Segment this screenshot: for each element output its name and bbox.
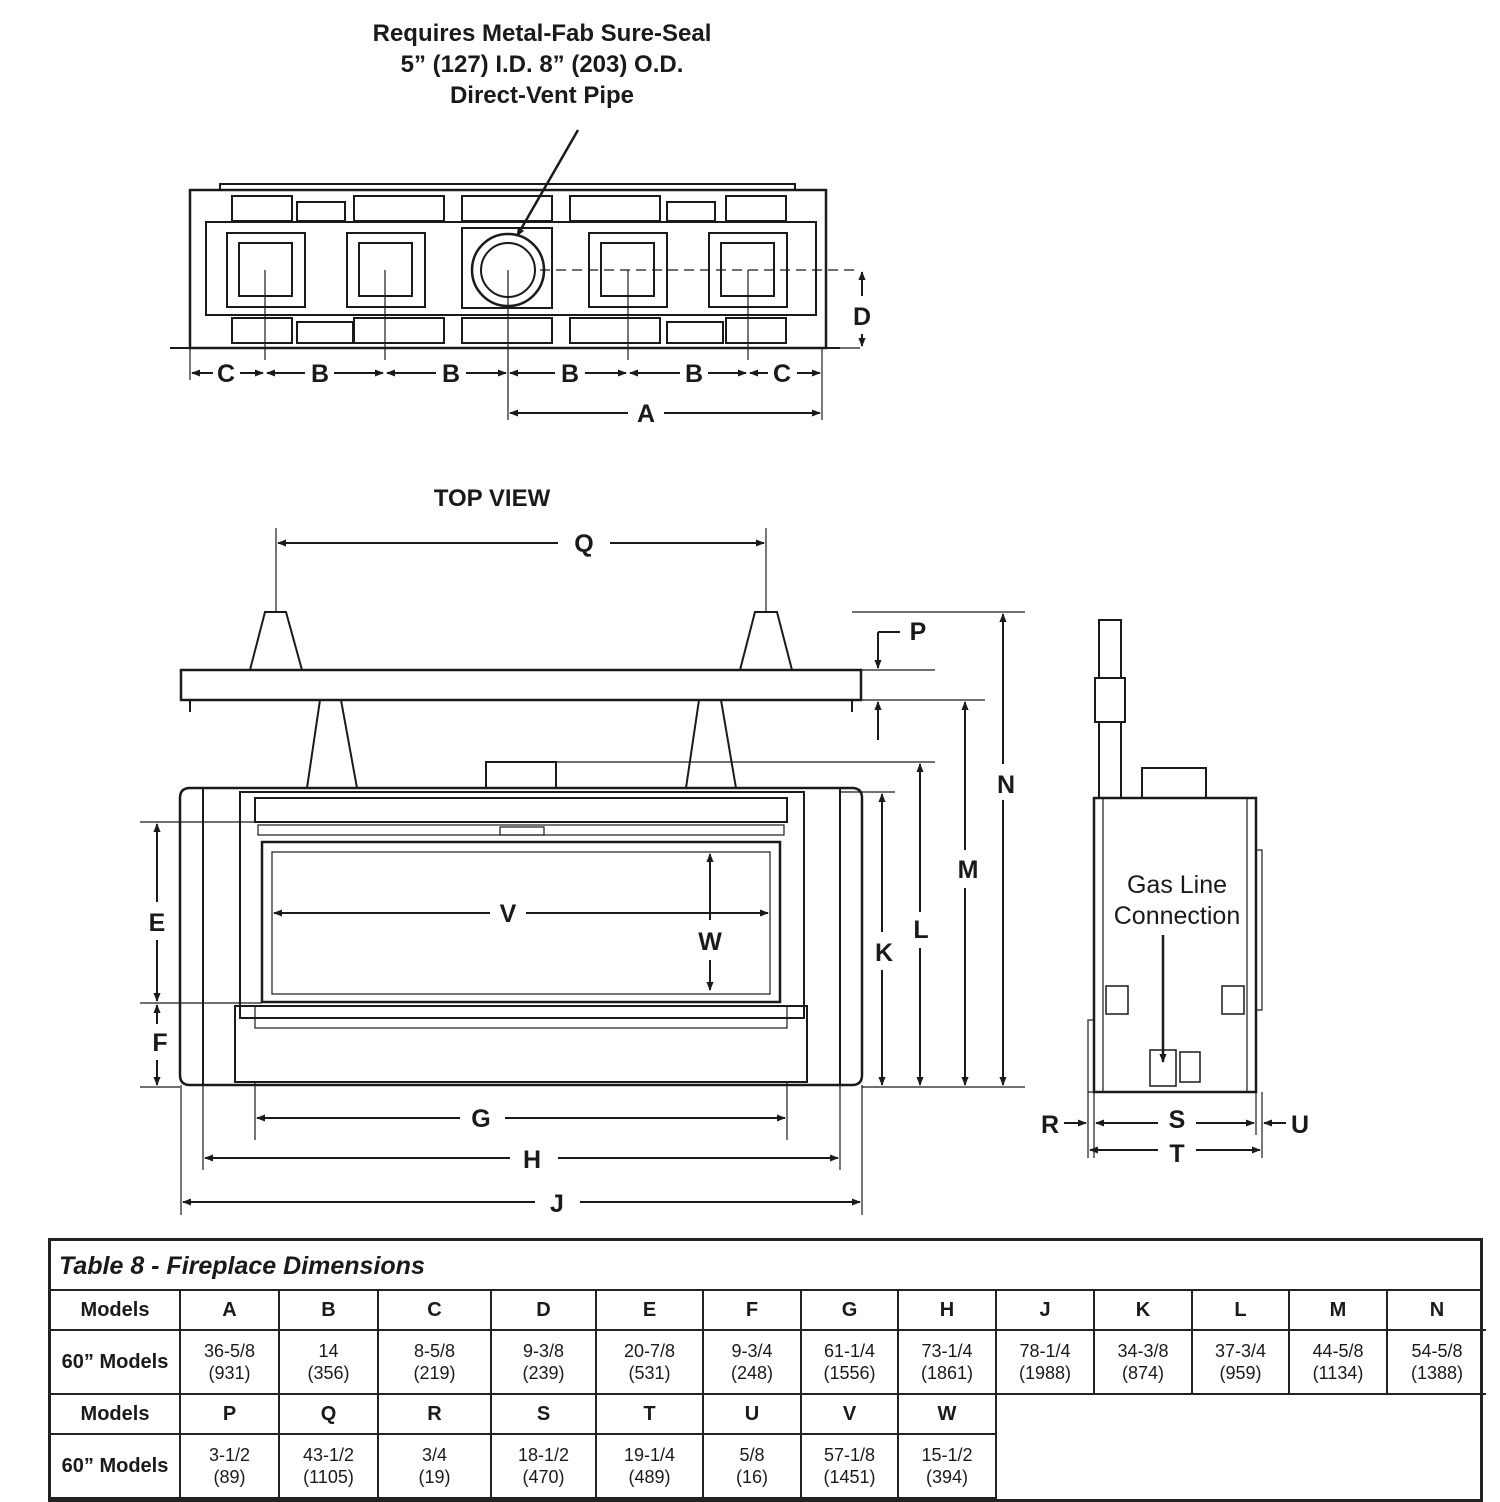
- side-vent-pipe-bottom: [1099, 722, 1121, 798]
- glass-viewing-area: [272, 852, 770, 994]
- column-header-p: P: [180, 1394, 279, 1434]
- value-cell-f: [703, 1330, 801, 1394]
- dim-label-s: S: [1168, 1106, 1186, 1134]
- table-row: [51, 1330, 1486, 1394]
- value-inches: 44-5/8: [1312, 1341, 1364, 1361]
- column-header-m: M: [1289, 1291, 1387, 1330]
- side-top-collar: [1142, 768, 1206, 798]
- firebox-opening: [240, 792, 804, 1018]
- value-mm: (470): [522, 1467, 565, 1487]
- dim-label-e: E: [148, 909, 166, 937]
- value-cell-m: [1289, 1330, 1387, 1394]
- value-cell-b: [279, 1330, 378, 1394]
- firebox-outer: [180, 788, 862, 1085]
- standoff-top-left: [250, 612, 302, 670]
- column-header-f: F: [703, 1291, 801, 1330]
- front-dimensions: [157, 543, 1003, 1202]
- empty-cell: [1387, 1394, 1486, 1434]
- value-cell-r: [378, 1434, 491, 1498]
- value-mm: (19): [418, 1467, 451, 1487]
- value-cell-e: [596, 1330, 703, 1394]
- empty-cell: [1289, 1394, 1387, 1434]
- column-header-j: J: [996, 1291, 1094, 1330]
- vent-note-line1: Requires Metal-Fab Sure-Seal: [372, 20, 712, 47]
- value-cell-q: [279, 1434, 378, 1498]
- column-header-k: K: [1094, 1291, 1192, 1330]
- value-cell-j: [996, 1330, 1094, 1394]
- value-mm: (356): [307, 1363, 350, 1383]
- dim-label-c-right: C: [772, 360, 792, 388]
- value-cell-a: [180, 1330, 279, 1394]
- value-inches: 18-1/2: [517, 1445, 570, 1465]
- dim-label-t: T: [1169, 1140, 1185, 1168]
- value-mm: (1556): [823, 1363, 876, 1383]
- value-cell-k: [1094, 1330, 1192, 1394]
- value-mm: (1134): [1312, 1363, 1364, 1383]
- vent-note-line3: Direct-Vent Pipe: [449, 82, 635, 109]
- dim-label-j: J: [550, 1190, 564, 1218]
- value-mm: (1861): [920, 1363, 974, 1383]
- column-header-b: B: [279, 1291, 378, 1330]
- column-header-e: E: [596, 1291, 703, 1330]
- value-inches: 54-5/8: [1411, 1341, 1463, 1361]
- column-header-v: V: [801, 1394, 898, 1434]
- dim-label-q: Q: [574, 530, 594, 558]
- value-inches: 20-7/8: [623, 1341, 676, 1361]
- column-header-a: A: [180, 1291, 279, 1330]
- table-row: [51, 1434, 1486, 1498]
- dim-label-u: U: [1290, 1111, 1310, 1139]
- standoff-bottom-right: [686, 700, 736, 788]
- value-cell-d: [491, 1330, 596, 1394]
- plan-top-lip: [220, 184, 795, 190]
- column-header-r: R: [378, 1394, 491, 1434]
- value-inches: 9-3/4: [731, 1341, 773, 1361]
- top-view-title: TOP VIEW: [433, 485, 551, 512]
- table-header-row-2: [51, 1394, 1486, 1434]
- value-inches: 8-5/8: [413, 1341, 456, 1361]
- column-header-n: N: [1387, 1291, 1486, 1330]
- dim-label-b-1: B: [310, 360, 330, 388]
- dim-label-g: G: [471, 1105, 491, 1133]
- top-panel: [255, 798, 787, 822]
- value-inches: 57-1/8: [823, 1445, 876, 1465]
- value-cell-s: [491, 1434, 596, 1498]
- dim-label-l: L: [913, 916, 929, 944]
- model-row-label: 60” Models: [51, 1434, 180, 1498]
- value-inches: 5/8: [739, 1445, 765, 1465]
- side-body: [1094, 798, 1256, 1092]
- empty-cell: [1192, 1434, 1289, 1498]
- value-inches: 61-1/4: [823, 1341, 876, 1361]
- empty-cell: [996, 1434, 1094, 1498]
- dim-label-h: H: [522, 1146, 542, 1174]
- plan-bottom-slots: [232, 318, 786, 343]
- empty-cell: [1387, 1434, 1486, 1498]
- value-inches: 3-1/2: [208, 1445, 251, 1465]
- value-cell-l: [1192, 1330, 1289, 1394]
- value-mm: (1988): [1018, 1363, 1072, 1383]
- header-beam: [181, 670, 861, 700]
- value-inches: 19-1/4: [623, 1445, 676, 1465]
- value-mm: (239): [522, 1363, 565, 1383]
- dim-label-w: W: [698, 928, 722, 956]
- empty-cell: [996, 1394, 1094, 1434]
- value-cell-v: [801, 1434, 898, 1498]
- value-inches: 43-1/2: [302, 1445, 355, 1465]
- value-mm: (394): [925, 1467, 969, 1487]
- dim-label-b-2: B: [441, 360, 461, 388]
- models-header-cell: Models: [51, 1394, 180, 1434]
- value-mm: (248): [730, 1363, 774, 1383]
- dim-label-b-3: B: [560, 360, 580, 388]
- dim-label-f: F: [152, 1029, 168, 1057]
- table-header-row-1: [51, 1291, 1486, 1330]
- dim-label-b-4: B: [684, 360, 704, 388]
- value-cell-w: [898, 1434, 996, 1498]
- value-inches: 78-1/4: [1019, 1341, 1071, 1361]
- empty-cell: [1289, 1434, 1387, 1498]
- column-header-t: T: [596, 1394, 703, 1434]
- dim-label-c-left: C: [216, 360, 236, 388]
- dimensions-grid: [51, 1291, 1486, 1499]
- side-vent-bracket: [1095, 678, 1125, 722]
- value-mm: (16): [735, 1467, 768, 1487]
- dim-label-d: D: [852, 303, 872, 331]
- column-header-c: C: [378, 1291, 491, 1330]
- value-inches: 14: [318, 1341, 339, 1361]
- value-inches: 37-3/4: [1214, 1341, 1267, 1361]
- value-mm: (219): [413, 1363, 456, 1383]
- empty-cell: [1192, 1394, 1289, 1434]
- value-cell-n: [1387, 1330, 1486, 1394]
- standoff-bottom-left: [307, 700, 357, 788]
- empty-cell: [1094, 1394, 1192, 1434]
- plan-inner-frame: [206, 222, 816, 315]
- value-inches: 15-1/2: [921, 1445, 973, 1465]
- value-mm: (1388): [1410, 1363, 1464, 1383]
- dim-label-n: N: [996, 771, 1016, 799]
- column-header-g: G: [801, 1291, 898, 1330]
- value-cell-c: [378, 1330, 491, 1394]
- empty-cell: [1094, 1434, 1192, 1498]
- column-header-s: S: [491, 1394, 596, 1434]
- column-header-q: Q: [279, 1394, 378, 1434]
- fireplace-dimensions-table: [48, 1238, 1483, 1502]
- dim-label-k: K: [874, 939, 894, 967]
- top-vent-collar: [486, 762, 556, 788]
- column-header-d: D: [491, 1291, 596, 1330]
- value-inches: 36-5/8: [203, 1341, 256, 1361]
- value-inches: 73-1/4: [921, 1341, 973, 1361]
- value-inches: 9-3/8: [522, 1341, 565, 1361]
- value-mm: (89): [213, 1467, 246, 1487]
- value-mm: (1451): [823, 1467, 876, 1487]
- value-mm: (874): [1121, 1363, 1165, 1383]
- value-cell-h: [898, 1330, 996, 1394]
- dim-label-p: P: [909, 618, 927, 646]
- glass-frame: [262, 842, 780, 1002]
- table-caption: Table 8 - Fireplace Dimensions: [51, 1241, 1480, 1291]
- value-inches: 34-3/8: [1117, 1341, 1169, 1361]
- dim-label-r: R: [1040, 1111, 1060, 1139]
- dim-label-v: V: [499, 900, 517, 928]
- plan-top-slots: [232, 196, 786, 221]
- models-header-cell: Models: [51, 1291, 180, 1330]
- value-cell-u: [703, 1434, 801, 1498]
- value-cell-p: [180, 1434, 279, 1498]
- value-mm: (1105): [303, 1467, 354, 1487]
- value-inches: 3/4: [421, 1445, 448, 1465]
- column-header-w: W: [898, 1394, 996, 1434]
- dim-label-m: M: [957, 856, 979, 884]
- value-mm: (531): [628, 1363, 671, 1383]
- model-row-label: 60” Models: [51, 1330, 180, 1394]
- vent-note-line2: 5” (127) I.D. 8” (203) O.D.: [400, 51, 684, 78]
- column-header-l: L: [1192, 1291, 1289, 1330]
- value-cell-g: [801, 1330, 898, 1394]
- side-vent-pipe-top: [1099, 620, 1121, 678]
- top-view-plan: [170, 184, 860, 420]
- value-mm: (931): [208, 1363, 251, 1383]
- value-mm: (959): [1219, 1363, 1262, 1383]
- dim-label-a: A: [636, 400, 656, 428]
- standoff-top-right: [740, 612, 792, 670]
- value-cell-t: [596, 1434, 703, 1498]
- column-header-h: H: [898, 1291, 996, 1330]
- gas-line-label-line1: Gas Line: [1126, 871, 1228, 899]
- gas-line-label-line2: Connection: [1113, 902, 1241, 930]
- column-header-u: U: [703, 1394, 801, 1434]
- value-mm: (489): [628, 1467, 671, 1487]
